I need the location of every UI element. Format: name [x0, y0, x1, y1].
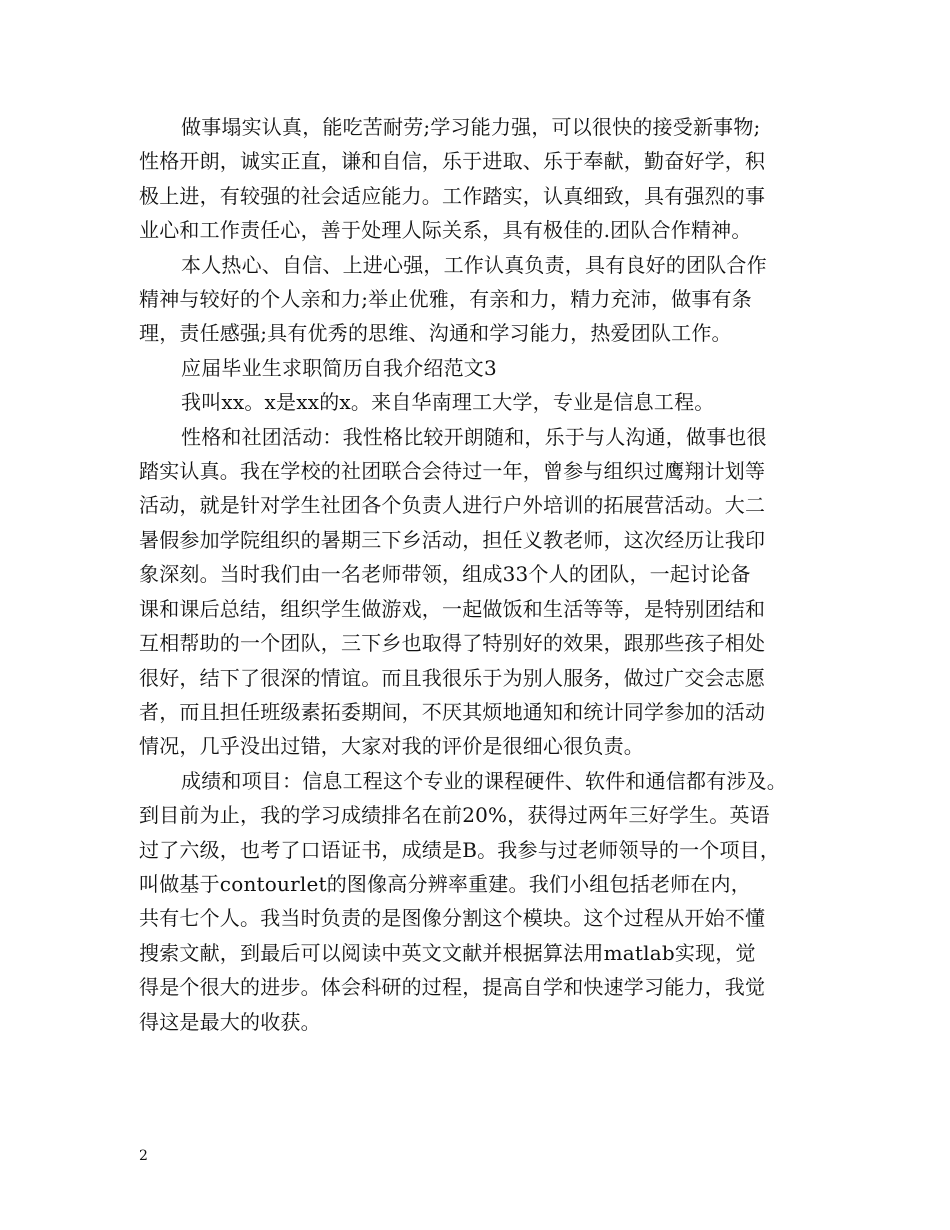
text-line: 过了六级，也考了口语证书，成绩是B。我参与过老师领导的一个项目， — [139, 837, 781, 862]
text-line: 得这是最大的收获。 — [139, 1009, 321, 1034]
text-line: 得是个很大的进步。体会科研的过程，提高自学和快速学习能力，我觉 — [139, 975, 766, 1000]
text-line: 搜索文献，到最后可以阅读中英文文献并根据算法用matlab实现，觉 — [139, 940, 756, 965]
document-body — [139, 110, 829, 1039]
paragraph-self-evaluation-2 — [139, 248, 829, 351]
text-line: 应届毕业生求职简历自我介绍范文3 — [181, 355, 497, 380]
paragraph-personality-activities — [139, 420, 829, 764]
paragraph-grades-projects — [139, 764, 829, 1039]
text-line: 性格开朗，诚实正直，谦和自信，乐于进取、乐于奉献，勤奋好学，积 — [139, 149, 766, 174]
paragraph-self-evaluation-1 — [139, 110, 829, 248]
section-heading — [139, 351, 829, 385]
text-line: 情况，几乎没出过错，大家对我的评价是很细心很负责。 — [139, 734, 644, 759]
text-line: 很好，结下了很深的情谊。而且我很乐于为别人服务，做过广交会志愿 — [139, 665, 766, 690]
text-line: 活动，就是针对学生社团各个负责人进行户外培训的拓展营活动。大二 — [139, 493, 766, 518]
text-line: 做事塌实认真，能吃苦耐劳;学习能力强，可以很快的接受新事物; — [181, 115, 761, 139]
text-line: 象深刻。当时我们由一名老师带领，组成33个人的团队，一起讨论备 — [139, 562, 751, 587]
text-line: 踏实认真。我在学校的社团联合会待过一年，曾参与组织过鹰翔计划等 — [139, 459, 766, 484]
text-line: 课和课后总结，组织学生做游戏，一起做饭和生活等等，是特别团结和 — [139, 596, 766, 621]
paragraph-introduction — [139, 385, 829, 419]
text-line: 叫做基于contourlet的图像高分辨率重建。我们小组包括老师在内， — [139, 871, 751, 896]
text-line: 成绩和项目：信息工程这个专业的课程硬件、软件和通信都有涉及。 — [181, 768, 787, 793]
text-line: 本人热心、自信、上进心强，工作认真负责，具有良好的团队合作 — [181, 252, 767, 277]
text-line: 共有七个人。我当时负责的是图像分割这个模块。这个过程从开始不懂 — [139, 906, 766, 931]
text-line: 理，责任感强;具有优秀的思维、沟通和学习能力，热爱团队工作。 — [139, 321, 732, 346]
text-line: 者，而且担任班级素拓委期间，不厌其烦地通知和统计同学参加的活动 — [139, 699, 766, 724]
text-line: 性格和社团活动：我性格比较开朗随和，乐于与人沟通，做事也很 — [181, 424, 767, 449]
text-line: 极上进，有较强的社会适应能力。工作踏实，认真细致，具有强烈的事 — [139, 183, 766, 208]
page-number: 2 — [139, 1148, 148, 1164]
text-line: 暑假参加学院组织的暑期三下乡活动，担任义教老师，这次经历让我印 — [139, 527, 766, 552]
text-line: 互相帮助的一个团队，三下乡也取得了特别好的效果，跟那些孩子相处 — [139, 631, 766, 656]
text-line: 精神与较好的个人亲和力;举止优雅，有亲和力，精力充沛，做事有条 — [139, 287, 752, 312]
text-line: 我叫xx。x是xx的x。来自华南理工大学，专业是信息工程。 — [181, 390, 715, 415]
text-line: 到目前为止，我的学习成绩排名在前20%，获得过两年三好学生。英语 — [139, 803, 770, 828]
text-line: 业心和工作责任心，善于处理人际关系，具有极佳的.团队合作精神。 — [139, 218, 752, 243]
